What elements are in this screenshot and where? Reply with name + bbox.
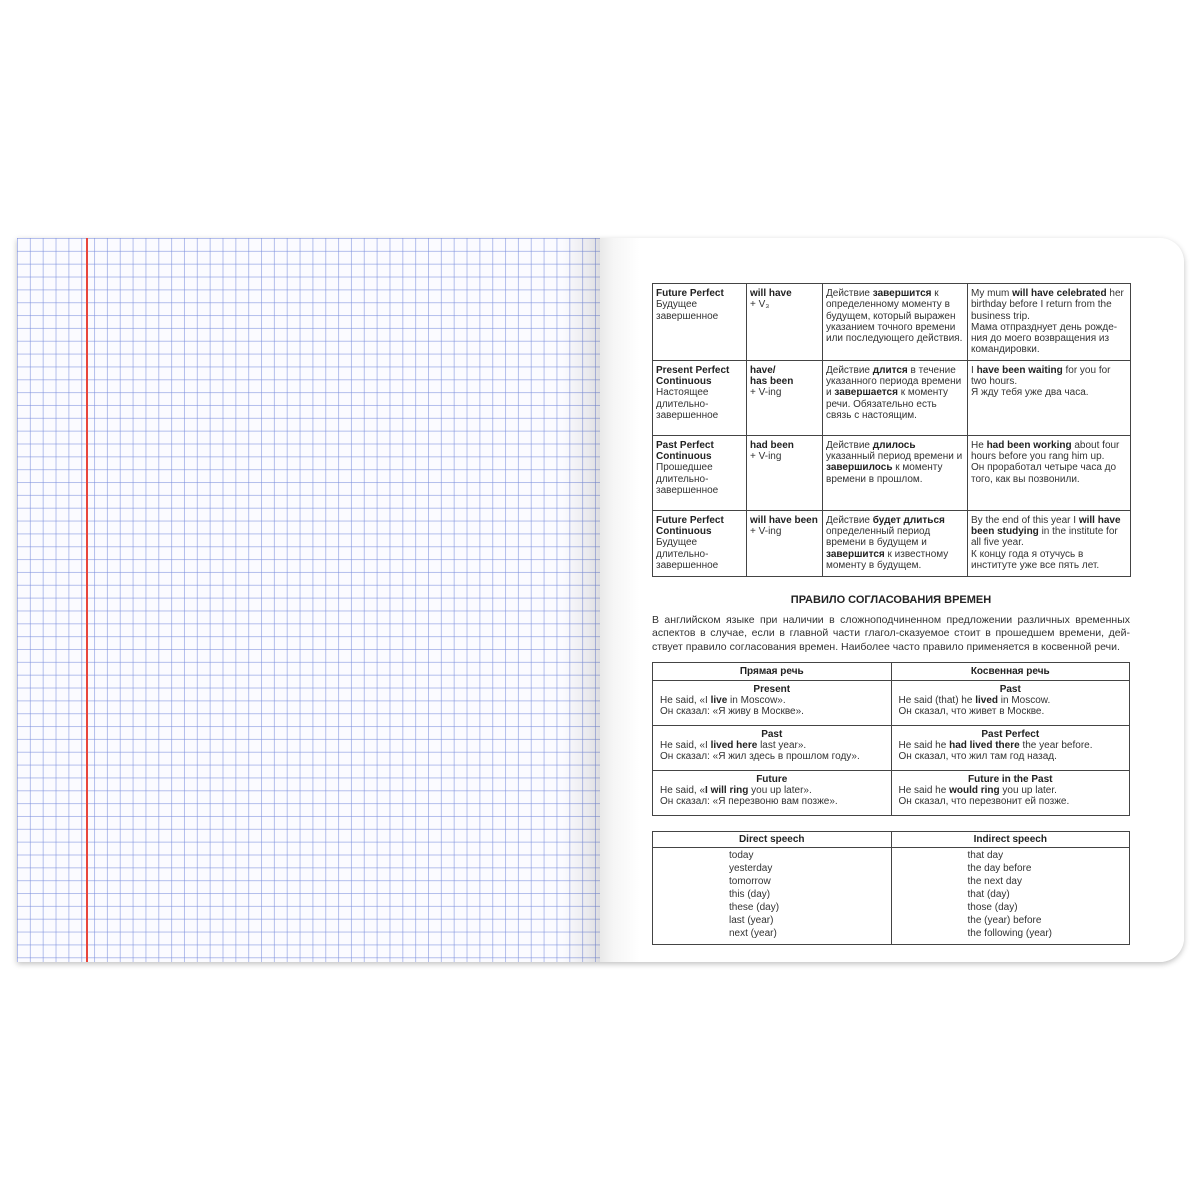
- reference-content: [652, 283, 1130, 945]
- tense-form-line: + V-ing: [750, 526, 782, 538]
- tense-name-ru: Будущее длительно-завершенное: [656, 537, 719, 571]
- bold-text: I will ring: [705, 785, 749, 797]
- bold-text: завершилось: [826, 462, 893, 474]
- sequence-example-en: [660, 740, 884, 751]
- text-run: указанный период времени и: [826, 451, 963, 463]
- bold-text: завершается: [834, 387, 898, 399]
- bold-text: длится: [872, 364, 908, 376]
- sequence-header-direct: Прямая речь: [653, 662, 892, 680]
- bold-text: завершится: [872, 288, 932, 299]
- bold-text: had lived there: [949, 740, 1020, 752]
- sequence-cell-head: Future: [756, 773, 788, 785]
- tense-name-cell: [653, 435, 747, 510]
- indirect-word: that (day): [967, 888, 1010, 900]
- sequence-example-ru: Он сказал, что живет в Москве.: [898, 706, 1045, 718]
- sequence-cell-right: [891, 770, 1130, 815]
- direct-word: today: [729, 850, 754, 862]
- bold-text: lived: [975, 695, 999, 707]
- tense-name-ru: Настоящее длительно-завершенное: [656, 387, 719, 421]
- sequence-example-en: [660, 695, 884, 706]
- text-run: He said he: [898, 785, 950, 797]
- words-header-indirect: Indirect speech: [891, 831, 1130, 847]
- sequence-cell-head: Past: [761, 728, 783, 740]
- spine-shadow: [562, 238, 600, 962]
- tense-form-line: had been: [750, 439, 794, 451]
- sequence-cell-head: Past Perfect: [981, 728, 1040, 740]
- tense-form-cell: [747, 360, 823, 435]
- sequence-row: [653, 725, 1130, 770]
- tense-form-line: will have: [750, 288, 792, 299]
- example-en: [971, 515, 1127, 549]
- tense-example-cell: [968, 435, 1131, 510]
- direct-word: yesterday: [729, 863, 773, 875]
- text-run: her birthday before I return from the business trip.: [971, 288, 1124, 322]
- sequence-cell-right: [891, 725, 1130, 770]
- text-run: in the institute for all five year.: [971, 526, 1118, 549]
- text-run: в течение указанного периода времени и: [826, 364, 962, 399]
- tense-name: Present Perfect Continuous: [656, 364, 730, 388]
- text-run: By the end of this year I: [971, 514, 1079, 526]
- bold-text: будет длиться: [872, 514, 945, 526]
- tense-name-cell: [653, 360, 747, 435]
- rule-title: ПРАВИЛО СОГЛАСОВАНИЯ ВРЕМЕН: [790, 593, 992, 606]
- tense-name: Future Perfect: [656, 288, 724, 299]
- bold-text: would ring: [949, 785, 1000, 797]
- words-header-direct: Direct speech: [653, 831, 892, 847]
- tense-name-cell: [653, 284, 747, 361]
- direct-word: this (day): [729, 888, 771, 900]
- sequence-cell-left: [653, 770, 892, 815]
- tense-name: Past Perfect Continuous: [656, 439, 714, 463]
- indirect-word: the day before: [967, 863, 1032, 875]
- tense-name-cell: [653, 510, 747, 576]
- text-run: Действие: [826, 439, 873, 451]
- text-run: for you for two hours.: [971, 364, 1111, 388]
- example-en: [971, 288, 1127, 322]
- text-run: I: [971, 364, 977, 376]
- text-run: к моменту речи. Обязательно есть связь с настоящим.: [826, 387, 948, 421]
- sequence-row: [653, 770, 1130, 815]
- text-run: определенный период времени в будущем и: [826, 526, 931, 549]
- sequence-example-ru: Он сказал: «Я живу в Москве».: [660, 706, 804, 718]
- example-ru: Мама отпразднует день рожде-ния до моего возвращения из командировки.: [971, 321, 1118, 356]
- sequence-example-en: [899, 695, 1123, 706]
- text-run: Действие: [826, 514, 873, 526]
- tense-example-cell: [968, 510, 1131, 576]
- sequence-cell-right: [891, 680, 1130, 725]
- bold-text: lived here: [710, 740, 758, 752]
- text-run: in Moscow.: [998, 695, 1051, 707]
- sequence-cell-head: Future in the Past: [968, 773, 1053, 785]
- direct-word: next (year): [729, 927, 777, 939]
- text-run: He said he: [898, 740, 950, 752]
- tense-row: [653, 510, 1131, 576]
- text-run: in Moscow».: [727, 695, 786, 707]
- text-run: My mum: [971, 288, 1013, 299]
- text-run: к моменту времени в прошлом.: [826, 462, 943, 485]
- direct-word: last (year): [729, 914, 774, 926]
- grid-page: [17, 238, 600, 962]
- text-run: you up later.: [999, 785, 1057, 797]
- sequence-example-en: [660, 785, 884, 796]
- sequence-cell-head: Past: [999, 683, 1021, 695]
- example-ru: Он проработал четыре часа до того, как вы позвонили.: [971, 462, 1117, 485]
- example-en: [971, 365, 1127, 388]
- tense-usage-cell: [823, 284, 968, 361]
- tense-name-ru: Будущее завершенное: [656, 299, 719, 322]
- tense-form-line: + V-ing: [750, 387, 782, 399]
- sequence-example-en: [899, 785, 1123, 796]
- bold-text: will have been studying: [971, 514, 1121, 538]
- text-run: last year».: [757, 740, 807, 752]
- tense-usage-cell: [823, 435, 968, 510]
- tense-row: [653, 435, 1131, 510]
- text-run: к определенному моменту в будущем, который выражен указанием точного времени или последующего действия.: [826, 288, 963, 345]
- sequence-example-ru: Он сказал: «Я жил здесь в прошлом году».: [660, 751, 860, 763]
- indirect-words-list: [968, 850, 1130, 940]
- direct-words-list: [729, 850, 891, 940]
- direct-word: these (day): [729, 901, 780, 913]
- indirect-word: the following (year): [967, 927, 1052, 939]
- rule-text: В английском языке при наличии в сложноподчиненном предложении различных временных аспектов в случае, если в главной части глагол-сказуемое стоит в прошедшем времени, дей-ствует правило согласования времен. Наиболее часто правило применяется в косвенной речи.: [652, 613, 1130, 653]
- indirect-word: the (year) before: [967, 914, 1042, 926]
- margin-line: [86, 238, 88, 962]
- text-run: He said, «I: [660, 695, 711, 707]
- sequence-cell-left: [653, 725, 892, 770]
- tense-row: [653, 284, 1131, 361]
- direct-words-cell: [653, 848, 892, 944]
- speech-words-table: [652, 831, 1130, 945]
- tense-name-ru: Прошедшее длительно-завершенное: [656, 462, 719, 496]
- text-run: He said, «: [660, 785, 706, 797]
- text-run: you up later».: [748, 785, 812, 797]
- indirect-word: that day: [967, 850, 1004, 862]
- tenses-table: [652, 283, 1131, 577]
- tense-form-cell: [747, 435, 823, 510]
- bold-text: live: [710, 695, 728, 707]
- tense-row: [653, 360, 1131, 435]
- indirect-words-cell: [891, 848, 1130, 944]
- indirect-word: those (day): [967, 901, 1018, 913]
- sequence-table: [652, 662, 1130, 816]
- sequence-example-ru: Он сказал, что жил там год назад.: [898, 751, 1057, 763]
- sequence-row: [653, 680, 1130, 725]
- example-ru: К концу года я отучусь в институте уже все пять лет.: [971, 548, 1100, 571]
- bold-text: have been waiting: [976, 364, 1063, 376]
- tense-form-cell: [747, 510, 823, 576]
- tense-form-line: + V₃: [750, 299, 770, 311]
- text-run: He said (that) he: [898, 695, 976, 707]
- sequence-example-ru: Он сказал: «Я перезвоню вам позже».: [660, 796, 838, 808]
- sequence-cell-head: Present: [753, 683, 791, 695]
- indirect-word: the next day: [967, 875, 1022, 887]
- bold-text: will have celebrated: [1012, 288, 1107, 299]
- tense-form-line: have/: [750, 364, 776, 376]
- text-run: Действие: [826, 288, 873, 299]
- text-run: the year before.: [1019, 740, 1093, 752]
- bold-text: had been working: [986, 439, 1072, 451]
- sequence-example-en: [899, 740, 1123, 751]
- sequence-example-ru: Он сказал, что перезвонит ей позже.: [898, 796, 1070, 808]
- tense-example-cell: [968, 360, 1131, 435]
- text-run: Действие: [826, 364, 873, 376]
- example-en: [971, 440, 1127, 463]
- tense-usage-cell: [823, 360, 968, 435]
- tense-usage-cell: [823, 510, 968, 576]
- direct-word: tomorrow: [729, 875, 771, 887]
- tense-name: Future Perfect Continuous: [656, 514, 724, 538]
- tense-form-line: will have been: [750, 514, 818, 526]
- text-run: к известному моменту в будущем.: [826, 548, 949, 571]
- tense-form-cell: [747, 284, 823, 361]
- bold-text: завершится: [826, 548, 885, 560]
- text-run: about four hours before you rang him up.: [971, 439, 1120, 463]
- text-run: He said, «I: [660, 740, 711, 752]
- sequence-cell-left: [653, 680, 892, 725]
- sequence-header-indirect: Косвенная речь: [891, 662, 1130, 680]
- tense-form-line: has been: [750, 376, 794, 388]
- bold-text: длилось: [872, 439, 916, 451]
- tense-form-line: + V-ing: [750, 451, 782, 463]
- text-run: He: [971, 439, 987, 451]
- example-ru: Я жду тебя уже два часа.: [971, 387, 1089, 399]
- tense-example-cell: [968, 284, 1131, 361]
